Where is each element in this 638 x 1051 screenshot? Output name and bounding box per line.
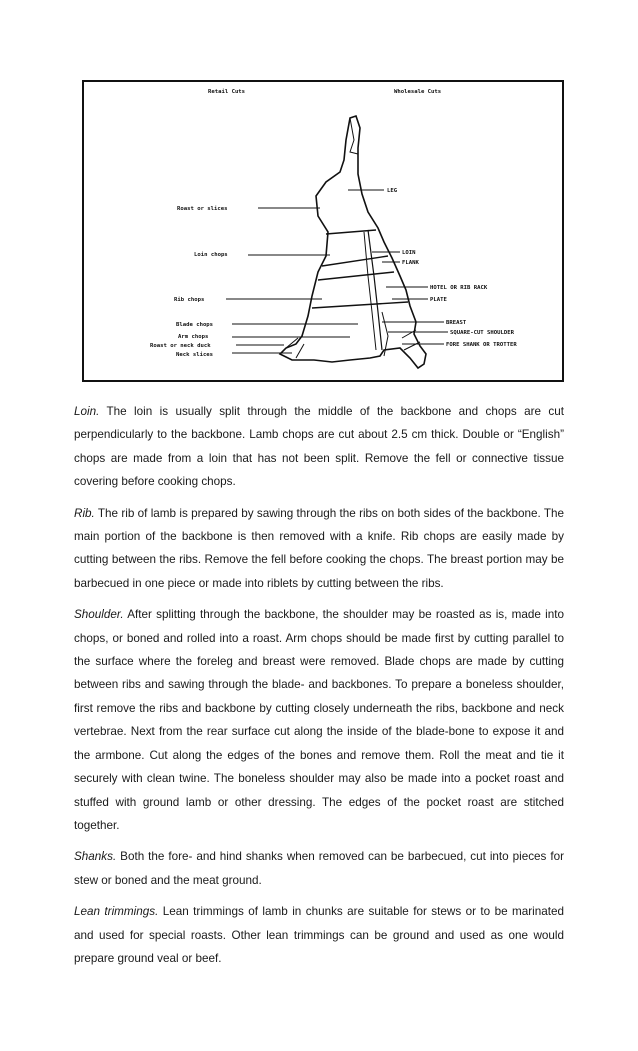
paragraph-lean-trimmings-text: Lean trimmings of lamb in chunks are suitable for stews or to be marinated and used for special roasts. Other lean trimmings can be ground and used as one would prepare ground veal or beef. [74,905,564,965]
wholesale-leaders [348,190,448,344]
term-rib: Rib. [74,506,95,520]
lamb-cuts-diagram [82,80,564,382]
cut-loin-rib [322,256,388,266]
label-arm-chops: Arm chops [178,334,209,340]
header-retail-cuts: Retail Cuts [208,89,246,95]
label-flank: FLANK [402,260,419,266]
cut-rib-shoulder [312,302,408,308]
paragraph-shoulder-text: After splitting through the backbone, the shoulder may be roasted as is, made into chops, or boned and rolled into a roast. Arm chops should be made first by cutting parallel to the surface where the foreleg and breast were removed. Blade chops are made by cutting between ribs and sawing through the blade- and backbones. To prepare a boneless shoulder, first remove the ribs and backbone by cutting closely underneath the ribs, backbone and neck vertebrae. Next from the rear surface cut along the inside of the blade-bone to expose it and the armbone. Cut along the edges of the bones and remove them. Roll the meat and tie it securely with clean twine. The boneless shoulder may also be made into a pocket roast and stuffed with ground lamb or other dressing. The edges of the pocket roast are stitched together. [74,608,564,832]
carcass-outline [280,116,426,368]
term-loin: Loin. [74,405,100,418]
cut-flank [318,272,394,280]
figure-frame [83,81,563,381]
neck-lines [286,338,304,358]
term-shoulder: Shoulder. [74,608,124,622]
paragraph-loin [74,400,564,494]
paragraph-shanks [74,845,564,892]
paragraph-lean-trimmings [74,900,564,970]
paragraph-shoulder [74,603,564,837]
label-hotel-or-rib-rack: HOTEL OR RIB RACK [430,285,488,291]
paragraph-shanks-text: Both the fore- and hind shanks when removed can be barbecued, cut into pieces for stew or boned and the meat ground. [74,850,564,887]
header-wholesale-cuts: Wholesale Cuts [394,89,442,95]
term-shanks: Shanks. [74,850,117,864]
label-rib-chops: Rib chops [174,297,205,303]
document-body [74,400,564,978]
label-plate: PLATE [430,297,447,303]
paragraph-loin-text: The loin is usually split through the middle of the backbone and chops are cut perpendicularly to the backbone. Lamb chops are cut about 2.5 cm thick. Double or “English” chops are made from a loin that has not been split. Remove the fell or connective tissue covering before cooking chops. [74,405,564,489]
label-leg: LEG [387,188,398,194]
cut-backbone [368,230,382,350]
term-lean-trimmings: Lean trimmings. [74,905,159,919]
label-loin-chops: Loin chops [194,252,228,258]
label-roast-or-neck-duck: Roast or neck duck [150,343,211,349]
paragraph-rib-text: The rib of lamb is prepared by sawing through the ribs on both sides of the backbone. The main portion of the backbone is then removed with a knife. Rib chops are easily made by cutting between the ribs. Remove the fell before cooking the chops. The breast portion may be barbecued in one piece or made into riblets by cutting between the ribs. [74,506,564,590]
lamb-cuts-svg [82,80,564,382]
label-roast-or-slices: Roast or slices [177,206,228,212]
label-fore-shank-or-trotter: FORE SHANK OR TROTTER [446,342,517,348]
paragraph-rib [74,502,564,596]
label-blade-chops: Blade chops [176,322,214,328]
label-loin: LOIN [402,250,416,256]
label-breast: BREAST [446,320,467,326]
label-square-cut-shoulder: SQUARE-CUT SHOULDER [450,330,514,336]
label-neck-slices: Neck slices [176,352,214,358]
leg-bone-line [350,118,358,154]
retail-leaders [226,208,358,353]
